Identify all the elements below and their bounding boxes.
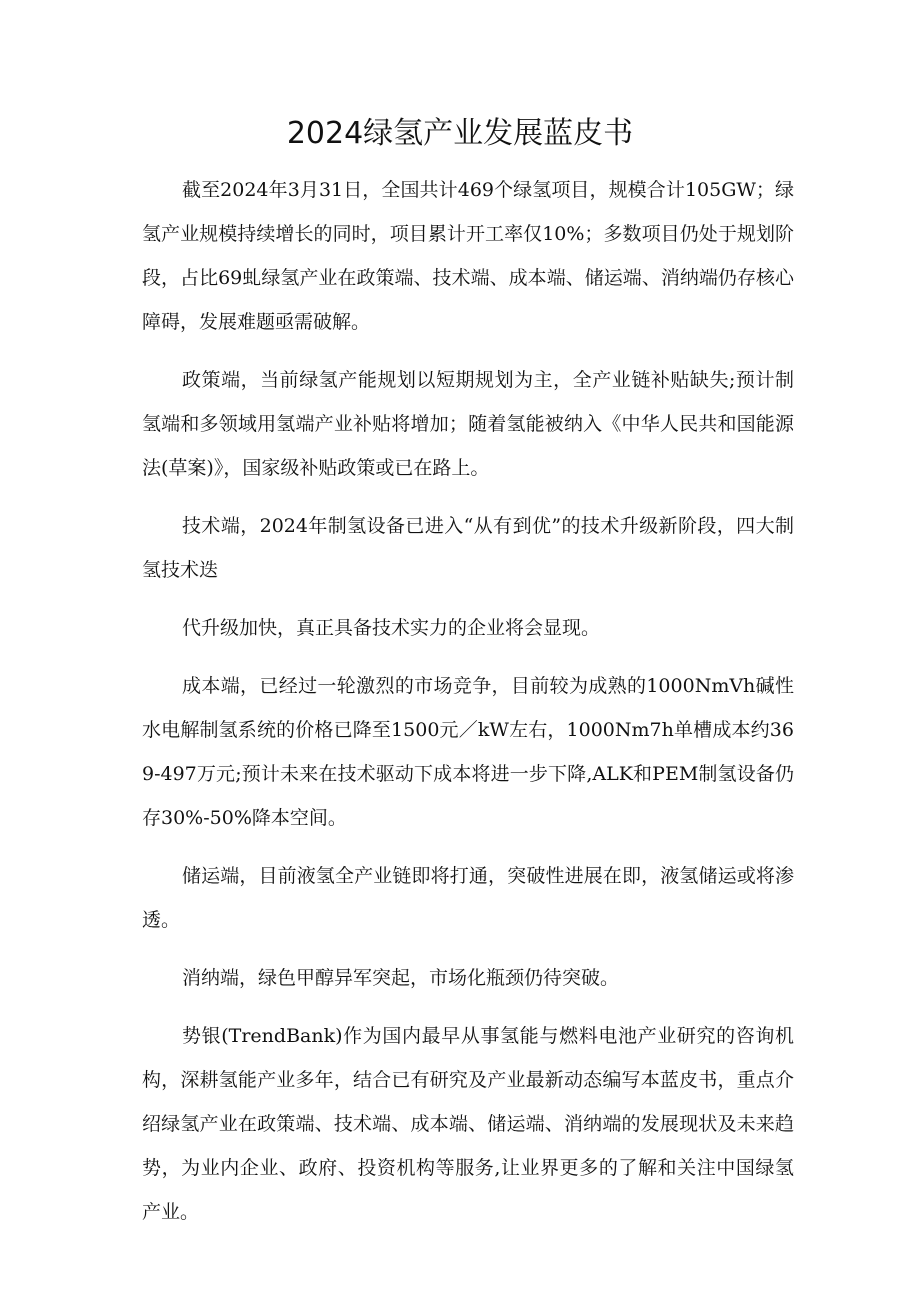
- paragraph-about-trendbank: 势银(TrendBank)作为国内最早从事氢能与燃料电池产业研究的咨询机构，深耕氢能产业多年，结合已有研究及产业最新动态编写本蓝皮书，重点介绍绿氢产业在政策端、技术端、成本端、储运端、消纳端的发展现状及未来趋势，为业内企业、政府、投资机构等服务,让业界更多的了解和关注中国绿氢产业。: [142, 1025, 794, 1223]
- paragraph-overview: 截至2024年3月31日，全国共计469个绿氢项目，规模合计105GW；绿氢产业规模持续增长的同时，项目累计开工率仅10%；多数项目仍处于规划阶段，占比69虬绿氢产业在政策端、技术端、成本端、储运端、消纳端仍存核心障碍，发展难题亟需破解。: [142, 179, 794, 333]
- paragraph-cost: 成本端，已经过一轮激烈的市场竞争，目前较为成熟的1000NmVh碱性水电解制氢系统的价格已降至1500元／kW左右，1000Nm7h单槽成本约369-497万元;预计未来在技术驱动下成本将进一步下降,ALK和PEM制氢设备仍存30%-50%降本空间。: [142, 675, 794, 829]
- document-body: [142, 168, 794, 1248]
- paragraph-policy: 政策端，当前绿氢产能规划以短期规划为主，全产业链补贴缺失;预计制氢端和多领域用氢端产业补贴将增加；随着氢能被纳入《中华人民共和国能源法(草案)》，国家级补贴政策或已在路上。: [142, 369, 794, 479]
- paragraph-storage-transport: 储运端，目前液氢全产业链即将打通，突破性进展在即，液氢储运或将渗透。: [142, 865, 794, 931]
- document-title: 2024绿氢产业发展蓝皮书: [286, 116, 634, 151]
- paragraph-technology-continued: 代升级加快，真正具备技术实力的企业将会显现。: [182, 617, 601, 639]
- paragraph-technology: 技术端，2024年制氢设备已进入“从有到优”的技术升级新阶段，四大制氢技术迭: [142, 515, 794, 581]
- paragraph-consumption: 消纳端，绿色甲醇异军突起，市场化瓶颈仍待突破。: [182, 967, 620, 989]
